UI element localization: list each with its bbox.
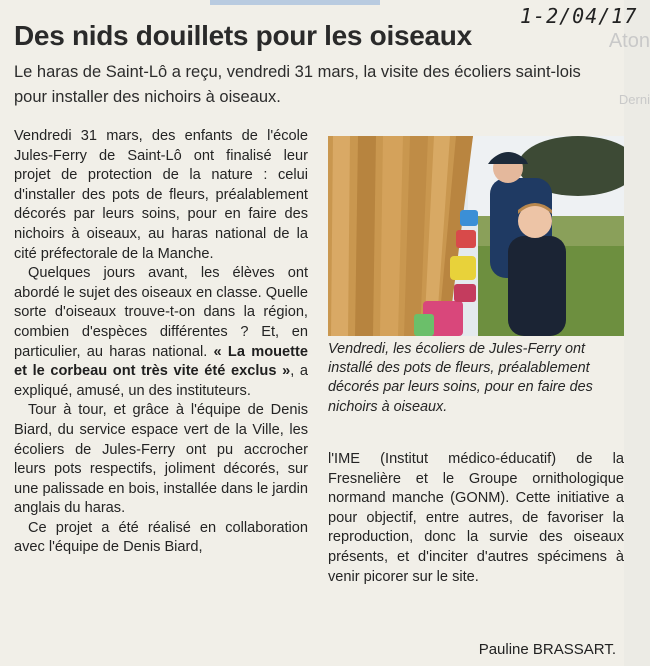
- article-headline: Des nids douillets pour les oiseaux: [14, 20, 472, 51]
- paragraph-2-text: Quelques jours avant, les élèves ont abordé le sujet des oiseaux en classe. Quelle sorte d'oiseaux trouve-t-on dans la région, combien d'espèces différentes ? Et, en particulier, au haras national.: [14, 265, 308, 360]
- left-column: [14, 127, 308, 558]
- article-photo: [328, 136, 624, 336]
- right-column: [328, 450, 624, 587]
- handwritten-date: 1-2/04/17: [520, 4, 638, 28]
- photo-caption: Vendredi, les écoliers de Jules-Ferry ont installé des pots de fleurs, préalablement décorés par leurs soins, pour en faire des nichoirs à oiseaux.: [328, 341, 593, 415]
- photo-illustration: [328, 136, 624, 336]
- paragraph-3: Tour à tour, et grâce à l'équipe de Denis Biard, du service espace vert de la Ville, les écoliers de Jules-Ferry ont pu accrocher leurs pots respectifs, joliment décorés, sur une palissade en bois, installée dans le jardin anglais du haras.: [14, 402, 308, 517]
- bleed-text-1: Aton: [608, 30, 650, 52]
- top-color-strip: [210, 0, 380, 5]
- paragraph-5: l'IME (Institut médico-éducatif) de la Fresnelière et le Groupe ornithologique normand manche (GONM). Cette initiative a pour objectif, entre autres, de favoriser la reproduction, donc la survie des oiseaux présents, et d'inciter d'autres spécimens à venir picorer sur le site.: [328, 451, 624, 585]
- paragraph-4: Ce projet a été réalisé en collaboration avec l'équipe de Denis Biard,: [14, 519, 308, 556]
- paragraph-1: Vendredi 31 mars, des enfants de l'école Jules-Ferry de Saint-Lô ont finalisé leur projet de protection de la nature : celui d'installer des pots de fleurs, préalablement décorés par leurs soins, pour en faire des nichoirs à oiseaux, au haras national de la cité préfectorale de la Manche.: [14, 128, 308, 262]
- teacher-quote: « La mouette et le corbeau ont très vite été exclus »: [14, 343, 308, 380]
- paragraph-2-end: , a expliqué, amusé, un des instituteurs.: [14, 363, 309, 399]
- author-byline: Pauline BRASSART.: [478, 641, 616, 658]
- adjacent-article-bleed: [608, 0, 650, 666]
- bleed-text-2: Derni: [618, 92, 650, 107]
- article-lead: Le haras de Saint-Lô a reçu, vendredi 31 mars, la visite des écoliers saint-lois pour installer des nichoirs à oiseaux.: [14, 63, 581, 106]
- paragraph-2: [14, 264, 308, 401]
